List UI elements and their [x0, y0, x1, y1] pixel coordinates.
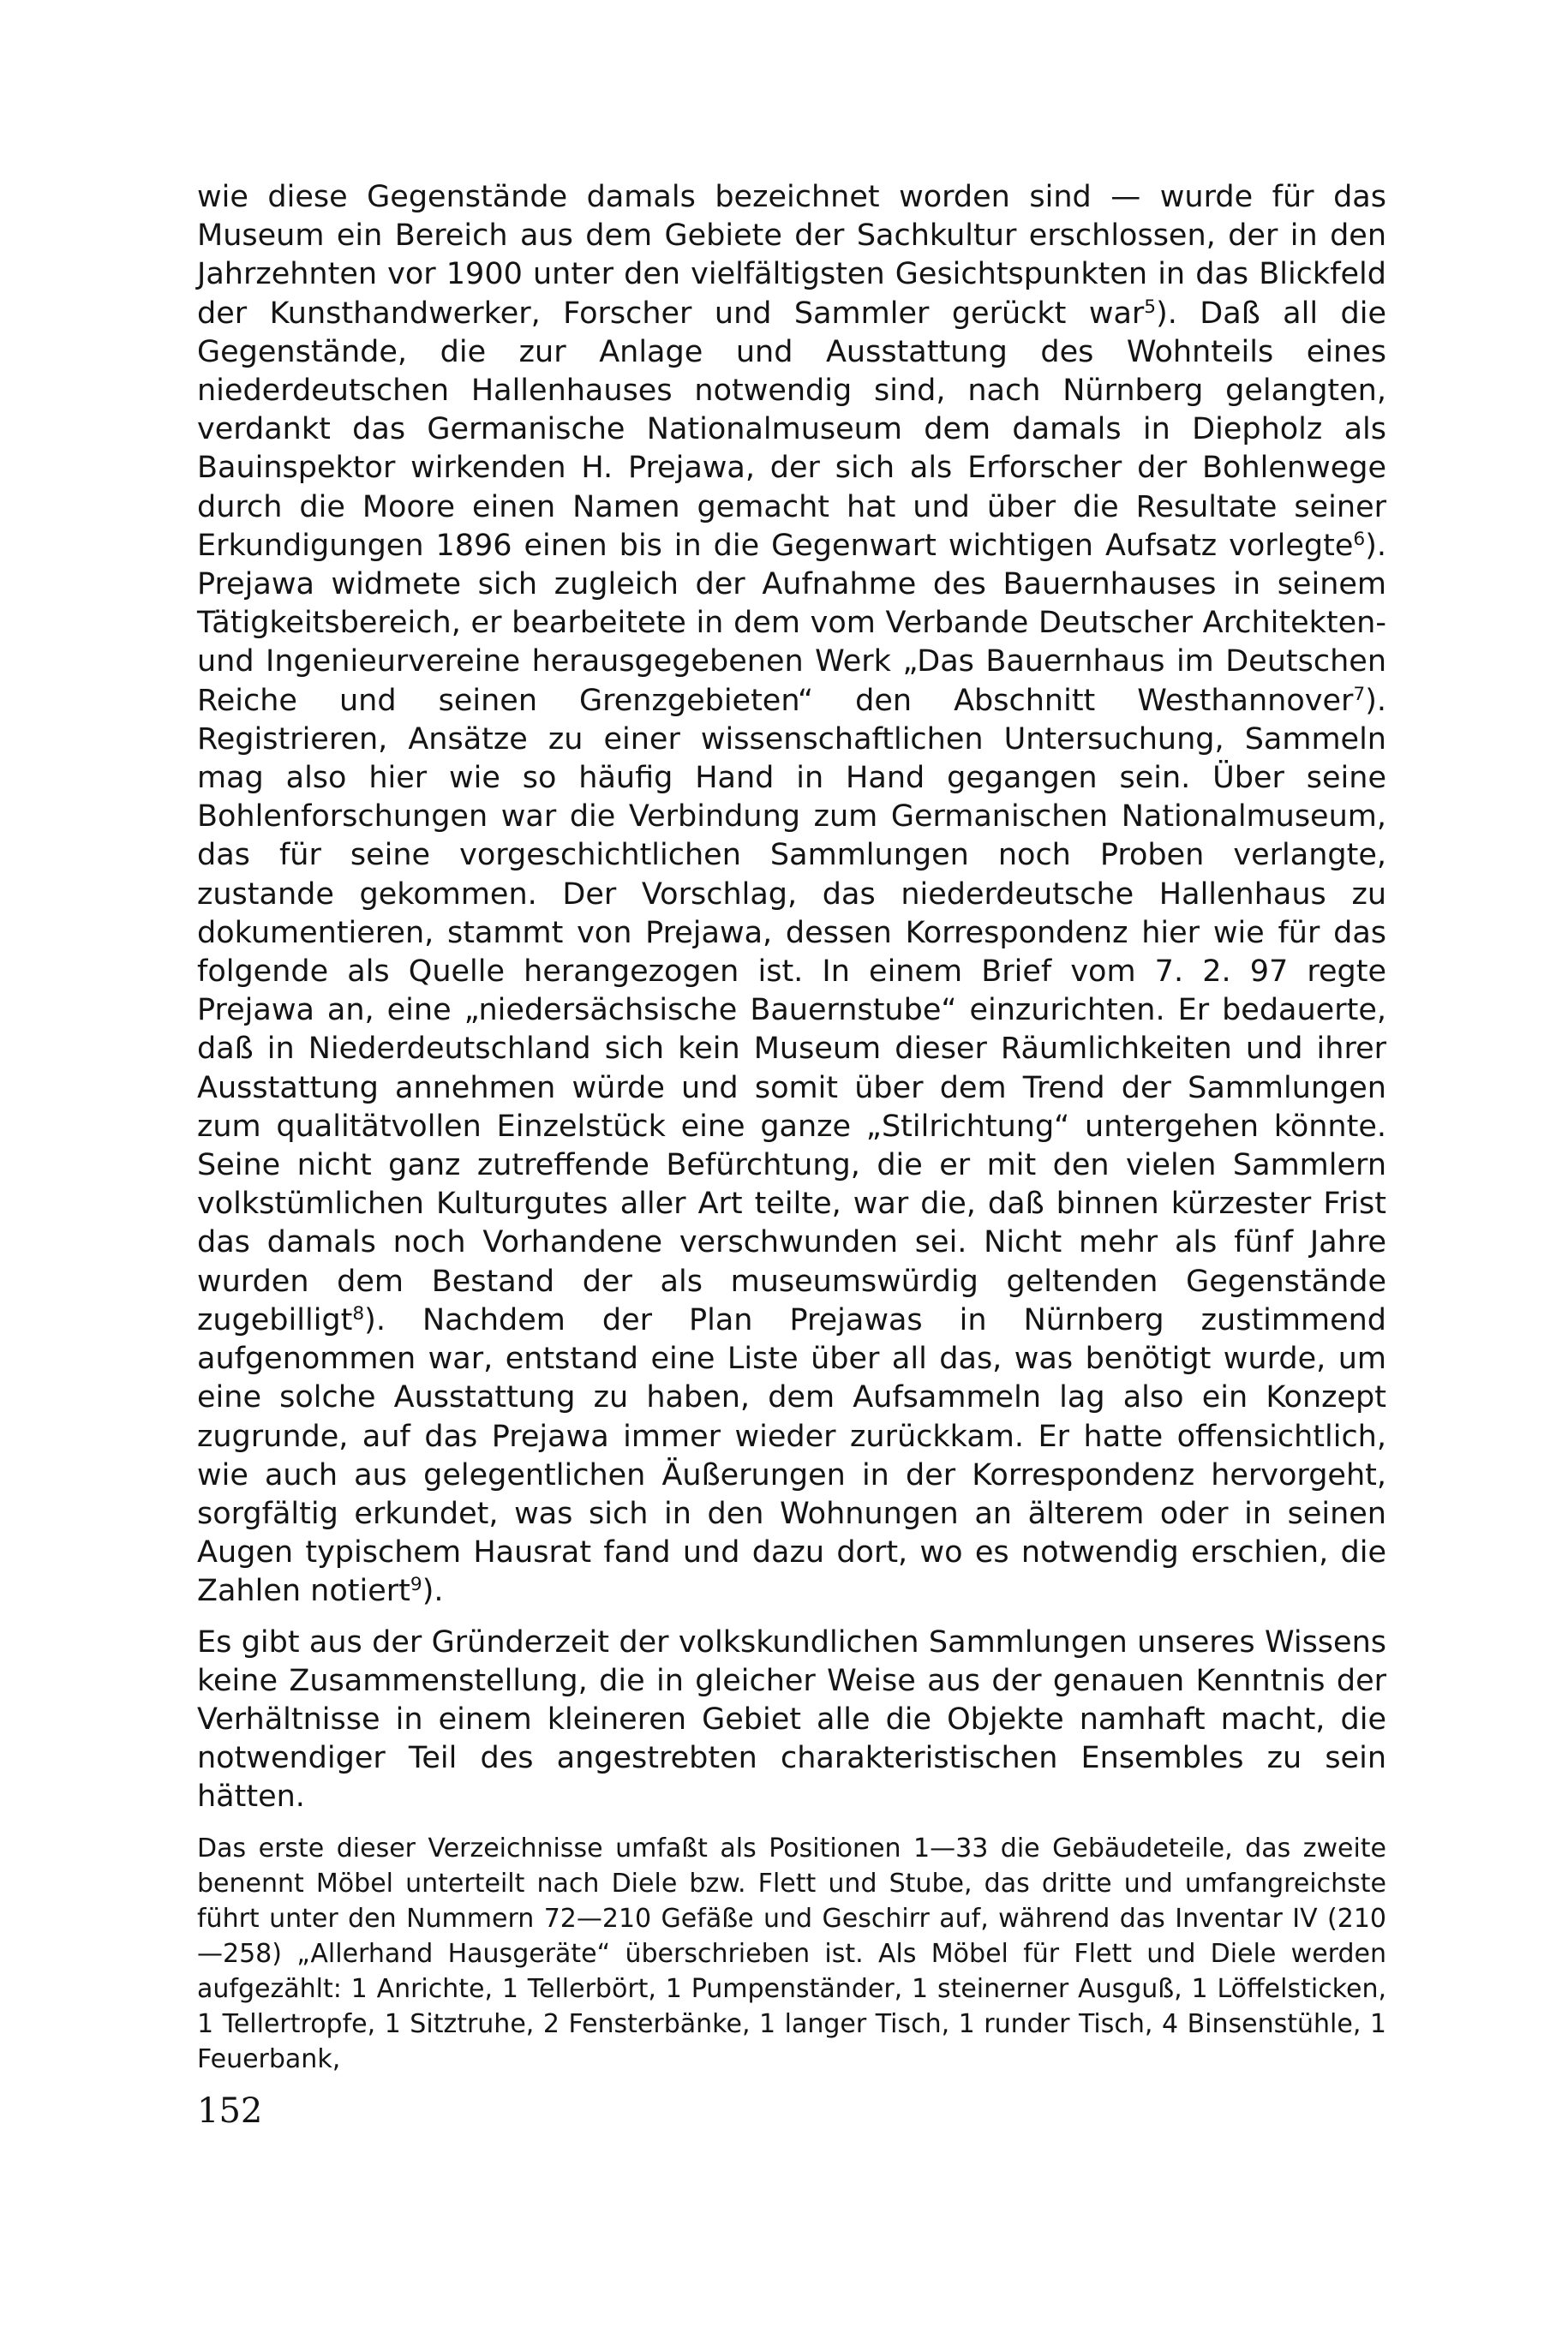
text-run: ). Prejawa widmete sich zugleich der Aufnahme des Bauernhauses in seinem Tätigkeitsbereich, er bearbeitete in dem vom Verbande Deutscher Architekten- und Ingenieurvereine herausgegebenen Werk „Das Bauernhaus im Deutschen Reiche und seinen Grenzgebieten“ den Abschnitt Westhannover	[197, 528, 1386, 718]
footnote-marker: 7	[1353, 683, 1366, 705]
text-run: ). Registrieren, Ansätze zu einer wissenschaftlichen Untersuchung, Sammeln mag also hier wie so häufig Hand in Hand gegangen sein. Über seine Bohlenforschungen war die Verbindung zum Germanischen Nationalmuseum, das für seine vorgeschichtlichen Sammlungen noch Proben verlangte, zustande gekommen. Der Vorschlag, das niederdeutsche Hallenhaus zu dokumentieren, stammt von Prejawa, dessen Korrespondenz hier wie für das folgende als Quelle herangezogen ist. In einem Brief vom 7. 2. 97 regte Prejawa an, eine „niedersächsische Bauernstube“ einzurichten. Er bedauerte, daß in Niederdeutschland sich kein Museum dieser Räumlichkeiten und ihrer Ausstattung annehmen würde und somit über dem Trend der Sammlungen zum qualitätvollen Einzelstück eine ganze „Stilrichtung“ untergehen könnte. Seine nicht ganz zutreffende Befürchtung, die er mit den vielen Sammlern volkstümlichen Kulturgutes aller Art teilte, war die, daß binnen kürzester Frist das damals noch Vorhandene verschwunden sei. Nicht mehr als fünf Jahre wurden dem Bestand der als museumswürdig geltenden Gegenstände zugebilligt	[197, 683, 1386, 1337]
text-run: ). Daß all die Gegenstände, die zur Anlage und Ausstattung des Wohnteils eines niederdeutschen Hallenhauses notwendig sind, nach Nürnberg gelangten, verdankt das Germanische Nationalmuseum dem damals in Diepholz als Bauinspektor wirkenden H. Prejawa, der sich als Erforscher der Bohlenwege durch die Moore einen Namen gemacht hat und über die Resultate seiner Erkundigungen 1896 einen bis in die Gegenwart wichtigen Aufsatz vorlegte	[197, 296, 1386, 563]
text-run: Es gibt aus der Gründerzeit der volkskundlichen Sammlungen unseres Wissens keine Zusammenstellung, die in gleicher Weise aus der genauen Kenntnis der Verhältnisse in einem kleineren Gebiet alle die Objekte namhaft macht, die notwendiger Teil des angestrebten charakteristischen Ensembles zu sein hätten.	[197, 1624, 1386, 1815]
text-run: ). Nachdem der Plan Prejawas in Nürnberg zustimmend aufgenommen war, entstand eine Liste über all das, was benötigt wurde, um eine solche Ausstattung zu haben, dem Aufsammeln lag also ein Konzept zugrunde, auf das Prejawa immer wieder zurückkam. Er hatte offensichtlich, wie auch aus gelegentlichen Äußerungen in der Korrespondenz hervorgeht, sorgfältig erkundet, was sich in den Wohnungen an älterem oder in seinen Augen typischem Hausrat fand und dazu dort, wo es notwendig erschien, die Zahlen notiert	[197, 1302, 1386, 1609]
body-paragraph-1	[197, 178, 1386, 1612]
footnote-marker: 5	[1144, 296, 1157, 318]
footnote-marker: 9	[410, 1574, 422, 1596]
text-run: ).	[422, 1574, 444, 1609]
body-paragraph-2	[197, 1624, 1386, 1817]
document-page	[197, 178, 1386, 2077]
footnote-marker: 8	[352, 1302, 365, 1325]
text-run: wie diese Gegenstände damals bezeichnet worden sind — wurde für das Museum ein Bereich aus dem Gebiete der Sachkultur erschlossen, der in den Jahrzehnten vor 1900 unter den vielfältigsten Gesichtspunkten in das Blickfeld der Kunsthandwerker, Forscher und Sammler gerückt war	[197, 180, 1386, 331]
page-number: 152	[197, 2091, 263, 2131]
text-run: Das erste dieser Verzeichnisse umfaßt als Positionen 1—33 die Gebäudeteile, das zweite benennt Möbel unterteilt nach Diele bzw. Flett und Stube, das dritte und umfangreichste führt unter den Nummern 72—210 Gefäße und Geschirr auf, während das Inventar IV (210—258) „Allerhand Hausgeräte“ überschrieben ist. Als Möbel für Flett und Diele werden aufgezählt: 1 Anrichte, 1 Tellerbört, 1 Pumpenständer, 1 steinerner Ausguß, 1 Löffelsticken, 1 Tellertropfe, 1 Sitztruhe, 2 Fensterbänke, 1 langer Tisch, 1 runder Tisch, 4 Binsenstühle, 1 Feuerbank,	[197, 1833, 1386, 2074]
footnote-marker: 6	[1353, 528, 1366, 550]
footnote-paragraph	[197, 1831, 1386, 2077]
